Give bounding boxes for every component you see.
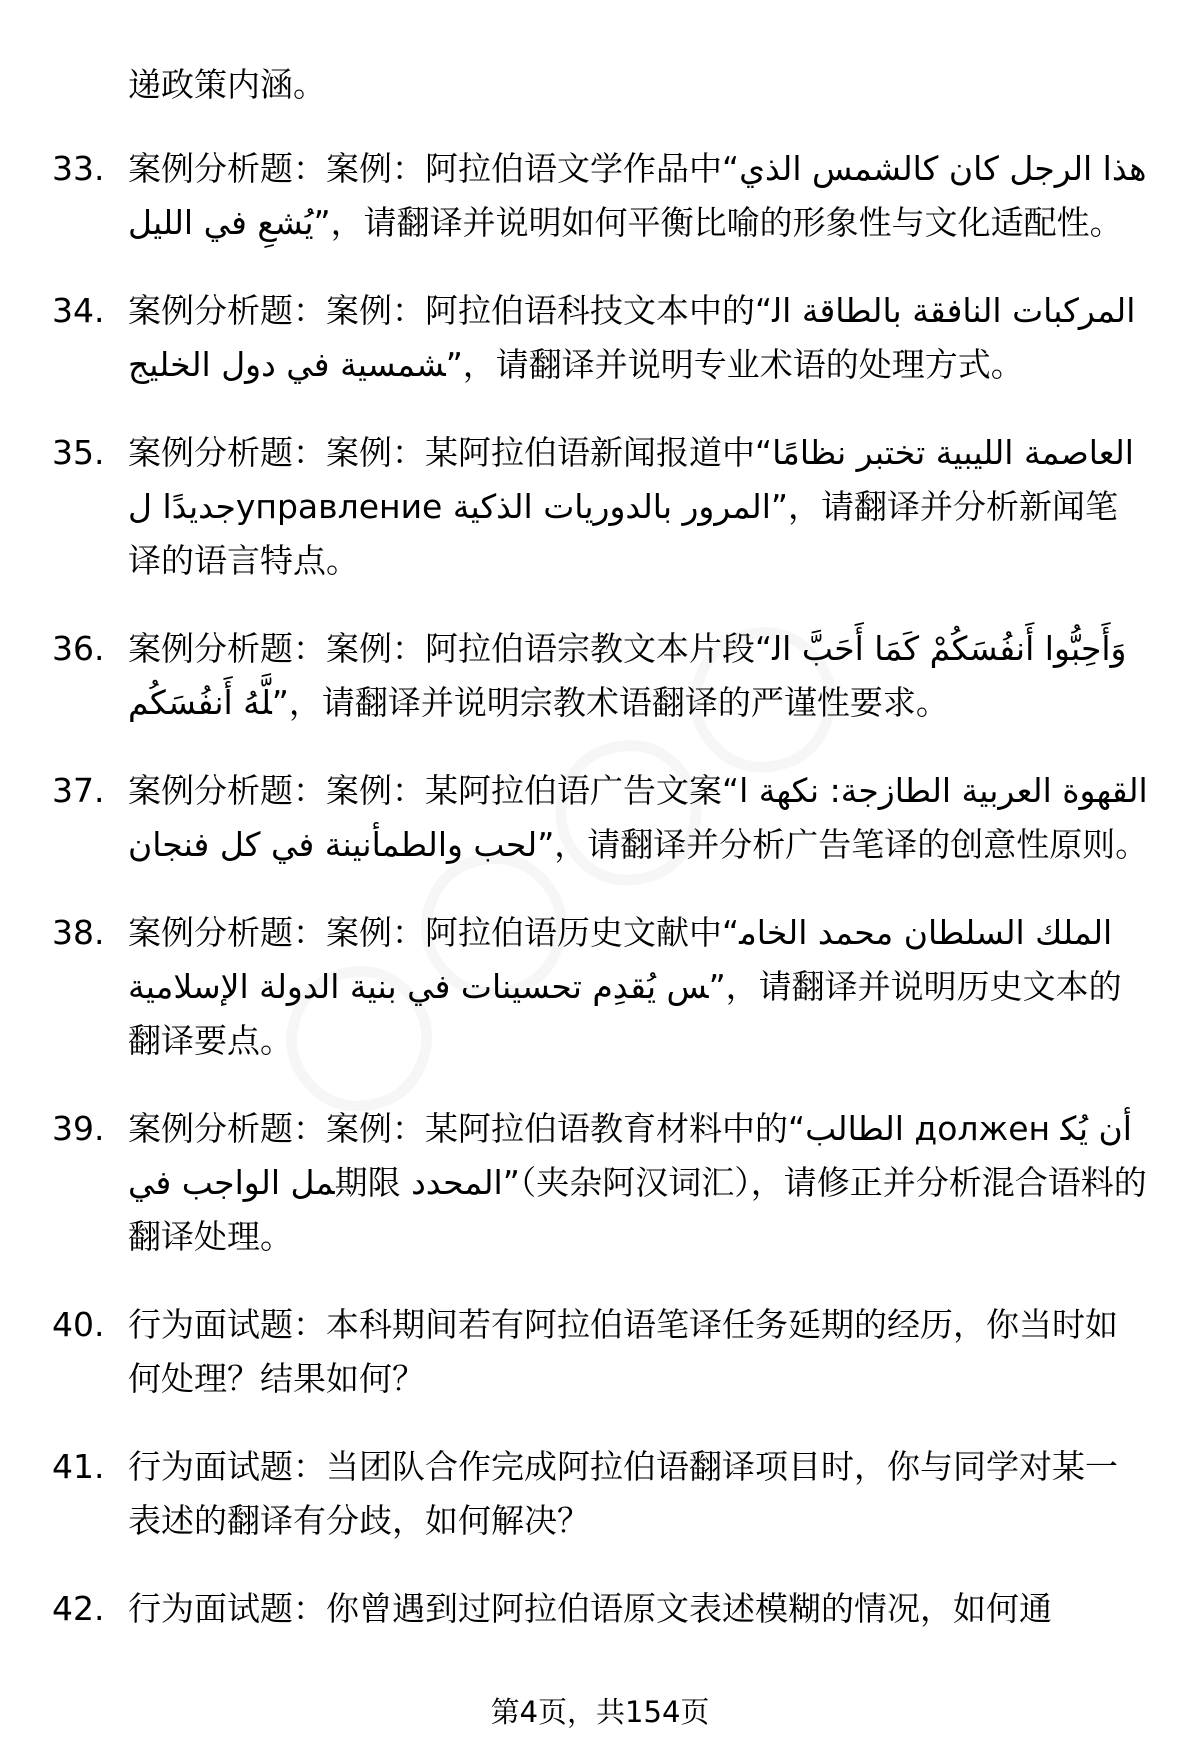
question-number: 35. bbox=[52, 433, 105, 472]
question-text: 案例分析题：案例：某阿拉伯语广告文案“القهوة العربية الطازجة: نكهة الحب والطمأنينة في كل فنجان”，请翻译并分析广告笔译的创意性原则。 bbox=[128, 771, 1149, 864]
question-number: 39. bbox=[52, 1109, 105, 1148]
question-text: 案例分析题：案例：阿拉伯语文学作品中“هذا الرجل كان كالشمس الذي يُشعِ في الليل”，请翻译并说明如何平衡比喻的形象性与文化适配性。 bbox=[128, 149, 1147, 242]
question-item bbox=[0, 142, 1200, 250]
question-text: 案例分析题：案例：某阿拉伯语新闻报道中“العاصمة الليبية تختبر نظامًا جديدًا لуправление المرور بالدوريات الذكية”，请翻译并分析新闻笔译的语言特点。 bbox=[128, 433, 1134, 580]
question-item bbox=[0, 622, 1200, 730]
question-list bbox=[0, 142, 1200, 1670]
question-text: 案例分析题：案例：阿拉伯语宗教文本片段“وَأَحِبُّوا أَنفُسَكُمْ كَمَا أَحَبَّ اللَّهُ أَنفُسَكُم”，请翻译并说明宗教术语翻译的严谨性要求。 bbox=[128, 629, 1127, 722]
question-text: 行为面试题：本科期间若有阿拉伯语笔译任务延期的经历，你当时如何处理？结果如何？ bbox=[128, 1305, 1118, 1398]
question-number: 33. bbox=[52, 149, 105, 188]
question-number: 36. bbox=[52, 629, 105, 668]
page-footer: 第4页，共154页 bbox=[490, 1695, 710, 1729]
question-item bbox=[0, 284, 1200, 392]
question-text: 行为面试题：当团队合作完成阿拉伯语翻译项目时，你与同学对某一表述的翻译有分歧，如何解决？ bbox=[128, 1447, 1118, 1540]
continuation-text: 递政策内涵。 bbox=[128, 65, 326, 104]
question-item bbox=[0, 426, 1200, 588]
question-number: 40. bbox=[52, 1305, 105, 1344]
question-text: 案例分析题：案例：某阿拉伯语教育材料中的“الطالب должен أن يُكمل الواجب في期限 المحدد”（夹杂阿汉词汇），请修正并分析混合语料的翻译处理。 bbox=[128, 1109, 1147, 1256]
question-text: 行为面试题：你曾遇到过阿拉伯语原文表述模糊的情况，如何通 bbox=[128, 1589, 1052, 1628]
question-item bbox=[0, 1102, 1200, 1264]
question-number: 37. bbox=[52, 771, 105, 810]
question-number: 42. bbox=[52, 1589, 105, 1628]
question-number: 38. bbox=[52, 913, 105, 952]
question-number: 34. bbox=[52, 291, 105, 330]
question-text: 案例分析题：案例：阿拉伯语历史文献中“الملك السلطان محمد الخامس يُقدِم تحسينات في بنية الدولة الإسلامية”，请翻译并说明历史文本的翻译要点。 bbox=[128, 913, 1122, 1060]
question-text: 案例分析题：案例：阿拉伯语科技文本中的“المركبات النافقة بالطاقة الشمسية في دول الخليج”，请翻译并说明专业术语的处理方式。 bbox=[128, 291, 1136, 384]
question-item bbox=[0, 764, 1200, 872]
question-number: 41. bbox=[52, 1447, 105, 1486]
question-item bbox=[0, 1440, 1200, 1548]
question-item bbox=[0, 906, 1200, 1068]
question-item bbox=[0, 1582, 1200, 1636]
question-item bbox=[0, 1298, 1200, 1406]
